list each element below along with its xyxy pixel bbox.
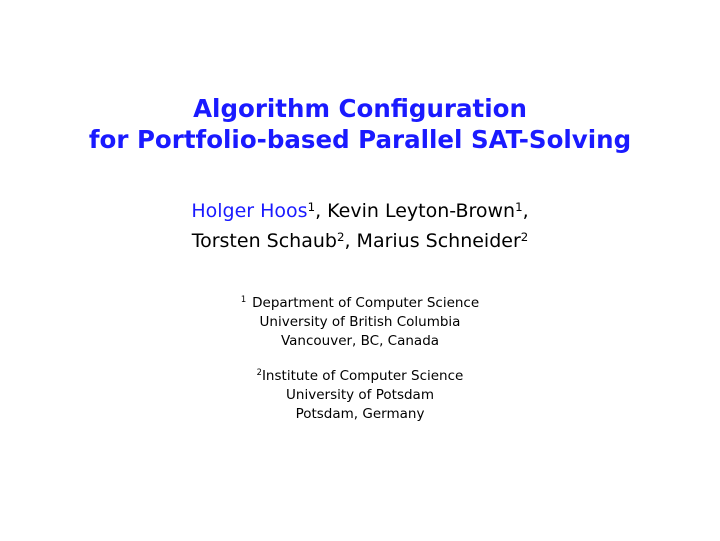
author-name-schneider: Marius Schneider bbox=[356, 230, 521, 252]
author-name-hoos[interactable]: Holger Hoos bbox=[191, 200, 308, 222]
affiliation-2 bbox=[0, 367, 720, 424]
affiliation-dept: $^1$ Department of Computer Science bbox=[240, 294, 480, 311]
title-line-1: Algorithm Configuration bbox=[193, 94, 527, 123]
author-line-2: Torsten Schaub$^2$, Marius Schneider$^2$ bbox=[191, 229, 529, 252]
affiliation-number: 2 bbox=[256, 367, 262, 378]
affiliation-location: Vancouver, BC, Canada bbox=[280, 333, 440, 349]
title-line-2: for Portfolio-based Parallel SAT-Solving bbox=[88, 125, 632, 154]
affiliation-dept: $^2$Institute of Computer Science bbox=[256, 367, 464, 384]
presentation-title bbox=[0, 93, 720, 155]
author-line-1: Holger Hoos$^1$, Kevin Leyton-Brown$^1$, bbox=[191, 199, 529, 222]
author-affiliation-mark: 2 bbox=[520, 229, 529, 244]
affiliation-number: 1 bbox=[240, 294, 247, 305]
affiliation-1 bbox=[0, 294, 720, 351]
affiliation-location: Potsdam, Germany bbox=[295, 406, 425, 422]
author-affiliation-mark: 1 bbox=[307, 199, 316, 214]
author-name-schaub: Torsten Schaub bbox=[191, 230, 337, 252]
author-affiliation-mark: 1 bbox=[515, 199, 523, 214]
affiliation-university: University of Potsdam bbox=[286, 387, 434, 403]
affiliation-university: University of British Columbia bbox=[259, 314, 461, 330]
author-affiliation-mark: 2 bbox=[336, 229, 345, 244]
author-list bbox=[0, 196, 720, 256]
author-name-leyton-brown: Kevin Leyton-Brown bbox=[327, 200, 516, 222]
